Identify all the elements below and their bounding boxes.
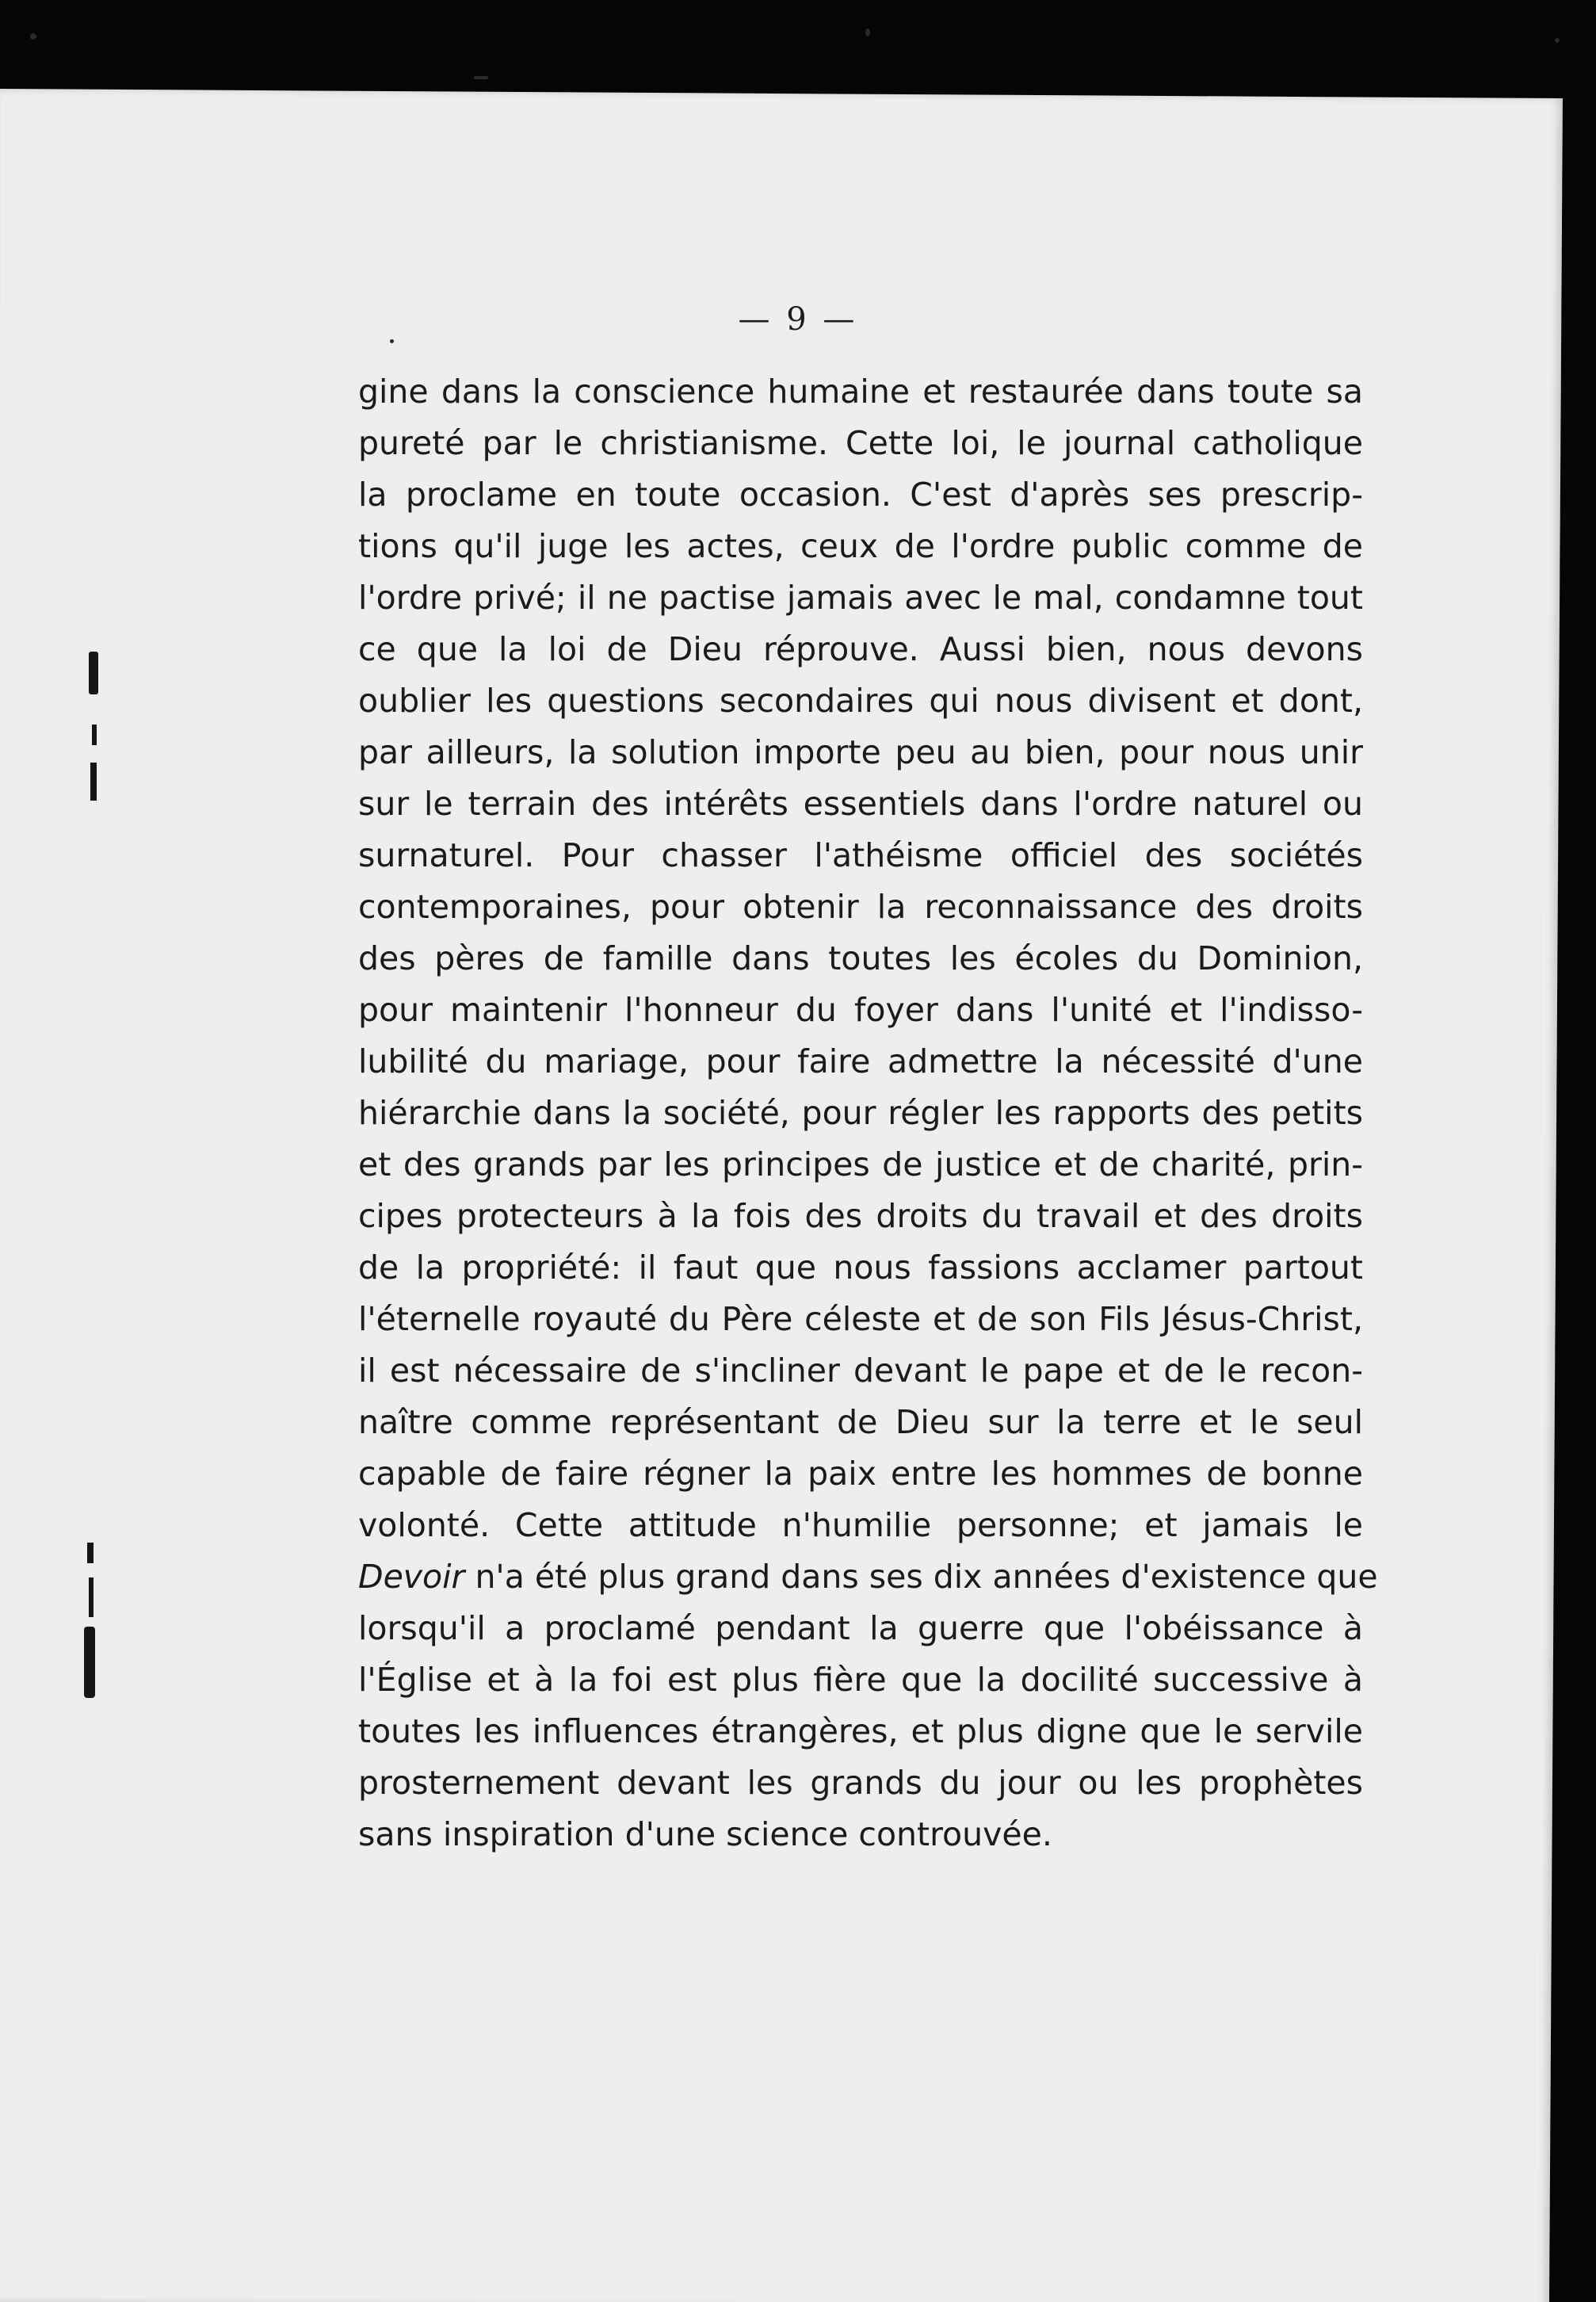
text-line: pureté par le christianisme. Cette loi, le journal catholique [358,424,1363,462]
margin-mark [90,763,97,801]
text-line: prosternement devant les grands du jour ou les prophètes [358,1764,1363,1802]
scan-edge [1563,0,1596,2302]
text-line: oublier les questions secondaires qui nous divisent et dont, [358,682,1363,720]
text-line: ce que la loi de Dieu réprouve. Aussi bien, nous devons [358,630,1363,668]
body-text [358,366,1378,1860]
text-line: la proclame en toute occasion. C'est d'après ses prescrip- [358,476,1363,514]
text-line: de la propriété: il faut que nous fassions acclamer partout [358,1249,1363,1287]
text-line: lubilité du mariage, pour faire admettre la nécessité d'une [358,1042,1363,1080]
text-line: hiérarchie dans la société, pour régler les rapports des petits [358,1094,1363,1132]
dust-speck [474,76,488,79]
margin-mark [92,725,97,745]
text-line: contemporaines, pour obtenir la reconnaissance des droits [358,888,1363,926]
text-line: cipes protecteurs à la fois des droits du travail et des droits [358,1197,1363,1235]
margin-mark [89,652,98,694]
margin-mark [84,1627,95,1698]
newspaper-title: Devoir [358,1558,465,1596]
text-line: des pères de famille dans toutes les écoles du Dominion, [358,939,1363,977]
text-line: l'Église et à la foi est plus fière que la docilité successive à [358,1661,1363,1699]
text-line: il est nécessaire de s'incliner devant le pape et de le recon- [358,1352,1363,1390]
dust-speck [865,29,870,36]
dust-speck [390,339,394,343]
text-fragment: n'a été plus grand dans ses dix années d'existence que [464,1558,1378,1596]
text-line: sur le terrain des intérêts essentiels dans l'ordre naturel ou [358,785,1363,823]
text-line: lorsqu'il a proclamé pendant la guerre que l'obéissance à [358,1609,1363,1647]
text-line: sans inspiration d'une science controuvée. [358,1815,1052,1853]
text-line [358,1551,1378,1603]
text-line: l'éternelle royauté du Père céleste et de son Fils Jésus-Christ, [358,1300,1363,1338]
text-line: toutes les influences étrangères, et plus digne que le servile [358,1712,1363,1750]
text-line: par ailleurs, la solution importe peu au bien, pour nous unir [358,733,1363,771]
text-line: capable de faire régner la paix entre les hommes de bonne [358,1455,1363,1493]
margin-mark [89,1577,94,1617]
dust-speck [30,33,36,40]
dust-speck [1555,38,1560,43]
text-line: tions qu'il juge les actes, ceux de l'ordre public comme de [358,527,1363,565]
text-line: volonté. Cette attitude n'humilie personne; et jamais le [358,1506,1363,1544]
text-line: et des grands par les principes de justice et de charité, prin- [358,1145,1363,1184]
text-line: l'ordre privé; il ne pactise jamais avec le mal, condamne tout [358,579,1363,617]
text-line: gine dans la conscience humaine et restaurée dans toute sa [358,373,1363,411]
text-line: naître comme représentant de Dieu sur la terre et le seul [358,1403,1363,1441]
page-number: — 9 — [738,301,858,338]
text-line: pour maintenir l'honneur du foyer dans l'unité et l'indisso- [358,991,1363,1029]
margin-mark [87,1543,94,1563]
text-line: surnaturel. Pour chasser l'athéisme officiel des sociétés [358,836,1363,874]
